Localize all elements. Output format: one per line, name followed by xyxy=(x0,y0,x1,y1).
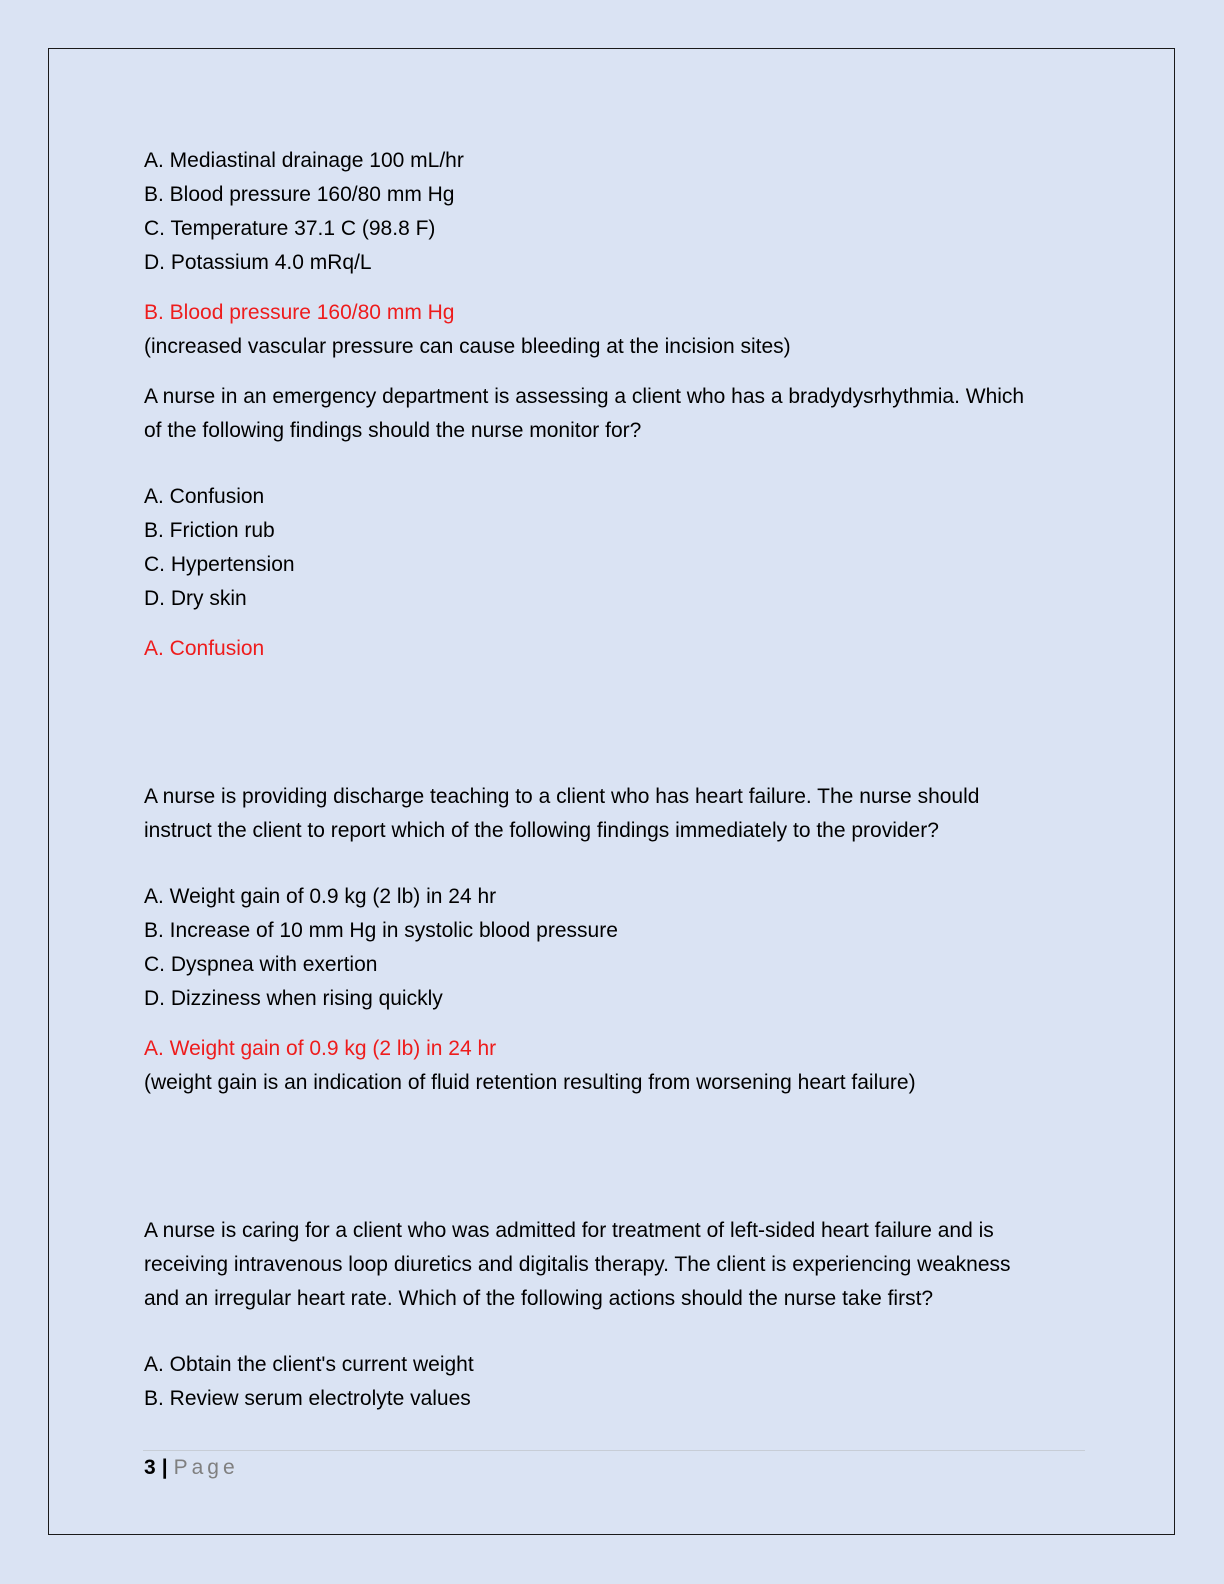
q3-options xyxy=(144,880,1084,1016)
q3-rationale: (weight gain is an indication of fluid retention resulting from worsening heart failure) xyxy=(144,1071,916,1094)
q2-question xyxy=(144,380,1084,448)
document-body xyxy=(144,144,1084,1416)
q4-question-line: receiving intravenous loop diuretics and digitalis therapy. The client is experiencing weakness xyxy=(144,1253,1011,1276)
q1-option-d: D. Potassium 4.0 mRq/L xyxy=(144,251,372,274)
q1-option-a: A. Mediastinal drainage 100 mL/hr xyxy=(144,149,464,172)
q1-rationale: (increased vascular pressure can cause bleeding at the incision sites) xyxy=(144,335,791,358)
page-label: Page xyxy=(173,1456,239,1479)
q1-option-b: B. Blood pressure 160/80 mm Hg xyxy=(144,183,455,206)
page-footer xyxy=(144,1453,239,1483)
q4-question xyxy=(144,1214,1084,1316)
q3-option-c: C. Dyspnea with exertion xyxy=(144,953,378,976)
page-number: 3 xyxy=(144,1456,156,1479)
q3-option-b: B. Increase of 10 mm Hg in systolic blood pressure xyxy=(144,919,618,942)
q2-options xyxy=(144,480,1084,616)
q4-question-line: A nurse is caring for a client who was admitted for treatment of left-sided heart failure and is xyxy=(144,1219,994,1242)
q3-question-line: A nurse is providing discharge teaching to a client who has heart failure. The nurse should xyxy=(144,785,980,808)
q3-option-d: D. Dizziness when rising quickly xyxy=(144,987,443,1010)
q2-option-c: C. Hypertension xyxy=(144,553,295,576)
q1-answer: B. Blood pressure 160/80 mm Hg xyxy=(144,301,455,324)
q3-option-a: A. Weight gain of 0.9 kg (2 lb) in 24 hr xyxy=(144,885,497,908)
q2-option-d: D. Dry skin xyxy=(144,587,247,610)
footer-divider xyxy=(143,1450,1085,1451)
q4-options xyxy=(144,1348,1084,1416)
footer-separator: | xyxy=(161,1456,168,1479)
q1-options xyxy=(144,144,1084,280)
q4-option-b: B. Review serum electrolyte values xyxy=(144,1387,471,1410)
q2-answer: A. Confusion xyxy=(144,637,265,660)
q2-question-line: of the following findings should the nurse monitor for? xyxy=(144,419,642,442)
q2-option-b: B. Friction rub xyxy=(144,519,275,542)
q3-question-line: instruct the client to report which of the following findings immediately to the provider? xyxy=(144,819,939,842)
q4-question-line: and an irregular heart rate. Which of the following actions should the nurse take first? xyxy=(144,1287,934,1310)
q3-answer: A. Weight gain of 0.9 kg (2 lb) in 24 hr xyxy=(144,1037,497,1060)
q3-question xyxy=(144,780,1084,848)
q2-question-line: A nurse in an emergency department is assessing a client who has a bradydysrhythmia. Which xyxy=(144,385,1025,408)
q2-option-a: A. Confusion xyxy=(144,485,265,508)
q4-option-a: A. Obtain the client's current weight xyxy=(144,1353,474,1376)
q1-option-c: C. Temperature 37.1 C (98.8 F) xyxy=(144,217,436,240)
